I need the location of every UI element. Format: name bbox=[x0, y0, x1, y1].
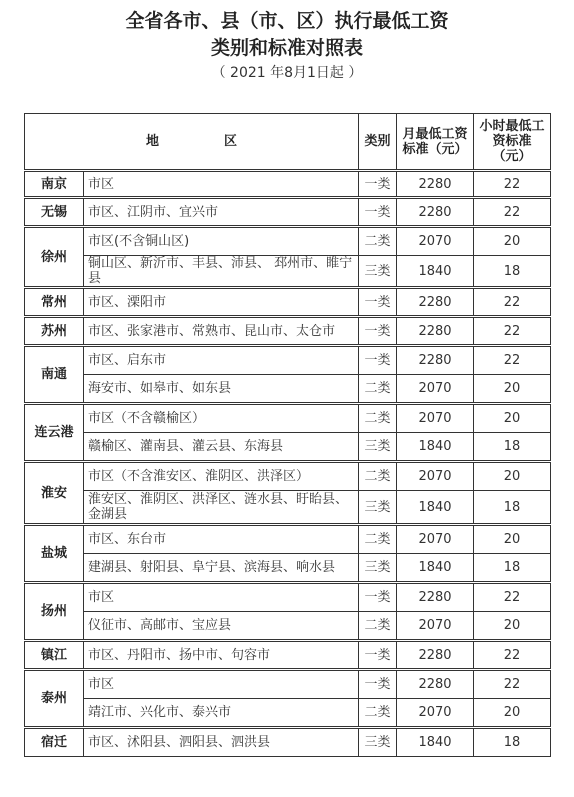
monthly-wage-cell: 1840 bbox=[397, 256, 474, 288]
area-cell: 市区、张家港市、常熟市、昆山市、太仓市 bbox=[84, 317, 359, 346]
category-cell: 三类 bbox=[359, 433, 397, 462]
hourly-wage-cell: 20 bbox=[474, 404, 551, 433]
hourly-wage-cell: 18 bbox=[474, 256, 551, 288]
category-cell: 二类 bbox=[359, 612, 397, 641]
monthly-wage-cell: 2280 bbox=[397, 346, 474, 375]
table-row bbox=[25, 256, 551, 288]
table-row bbox=[25, 583, 551, 612]
monthly-wage-cell: 2280 bbox=[397, 670, 474, 699]
hourly-wage-cell: 22 bbox=[474, 288, 551, 317]
area-cell: 海安市、如皋市、如东县 bbox=[84, 375, 359, 404]
city-cell: 宿迁 bbox=[25, 728, 84, 757]
monthly-wage-cell: 2070 bbox=[397, 404, 474, 433]
table-row bbox=[25, 612, 551, 641]
hourly-wage-cell: 20 bbox=[474, 462, 551, 491]
table-row bbox=[25, 198, 551, 227]
doc-date-line: （ 2021 年8月1日起 ） bbox=[211, 65, 363, 81]
header-hourly: 小时最低工资标准（元） bbox=[474, 114, 551, 171]
monthly-wage-cell: 2070 bbox=[397, 227, 474, 256]
city-cell: 常州 bbox=[25, 288, 84, 317]
area-cell: 市区、江阴市、宜兴市 bbox=[84, 198, 359, 227]
area-cell: 赣榆区、灌南县、灌云县、东海县 bbox=[84, 433, 359, 462]
hourly-wage-cell: 18 bbox=[474, 491, 551, 525]
hourly-wage-cell: 22 bbox=[474, 171, 551, 198]
category-cell: 一类 bbox=[359, 670, 397, 699]
monthly-wage-cell: 2280 bbox=[397, 171, 474, 198]
hourly-wage-cell: 22 bbox=[474, 583, 551, 612]
header-region: 地 区 bbox=[25, 114, 359, 171]
category-cell: 三类 bbox=[359, 554, 397, 583]
doc-title-line1: 全省各市、县（市、区）执行最低工资 bbox=[125, 10, 449, 32]
hourly-wage-cell: 22 bbox=[474, 670, 551, 699]
area-cell: 淮安区、淮阴区、洪泽区、涟水县、盱眙县、金湖县 bbox=[84, 491, 359, 525]
hourly-wage-cell: 18 bbox=[474, 554, 551, 583]
area-cell: 市区、丹阳市、扬中市、句容市 bbox=[84, 641, 359, 670]
city-cell: 扬州 bbox=[25, 583, 84, 641]
area-cell: 市区 bbox=[84, 670, 359, 699]
table-row bbox=[25, 227, 551, 256]
table-row bbox=[25, 525, 551, 554]
monthly-wage-cell: 1840 bbox=[397, 554, 474, 583]
category-cell: 二类 bbox=[359, 699, 397, 728]
hourly-wage-cell: 22 bbox=[474, 641, 551, 670]
table-row bbox=[25, 171, 551, 198]
hourly-wage-cell: 20 bbox=[474, 612, 551, 641]
monthly-wage-cell: 2070 bbox=[397, 525, 474, 554]
hourly-wage-cell: 20 bbox=[474, 227, 551, 256]
city-cell: 苏州 bbox=[25, 317, 84, 346]
city-cell: 徐州 bbox=[25, 227, 84, 288]
area-cell: 仪征市、高邮市、宝应县 bbox=[84, 612, 359, 641]
area-cell: 铜山区、新沂市、丰县、沛县、 邳州市、睢宁县 bbox=[84, 256, 359, 288]
category-cell: 一类 bbox=[359, 583, 397, 612]
category-cell: 二类 bbox=[359, 375, 397, 404]
monthly-wage-cell: 1840 bbox=[397, 491, 474, 525]
category-cell: 一类 bbox=[359, 317, 397, 346]
hourly-wage-cell: 18 bbox=[474, 433, 551, 462]
monthly-wage-cell: 2070 bbox=[397, 612, 474, 641]
city-cell: 无锡 bbox=[25, 198, 84, 227]
city-cell: 盐城 bbox=[25, 525, 84, 583]
monthly-wage-cell: 2280 bbox=[397, 198, 474, 227]
table-row bbox=[25, 288, 551, 317]
hourly-wage-cell: 20 bbox=[474, 699, 551, 728]
monthly-wage-cell: 2070 bbox=[397, 462, 474, 491]
category-cell: 一类 bbox=[359, 171, 397, 198]
category-cell: 一类 bbox=[359, 198, 397, 227]
area-cell: 市区(不含铜山区) bbox=[84, 227, 359, 256]
city-cell: 镇江 bbox=[25, 641, 84, 670]
area-cell: 市区 bbox=[84, 583, 359, 612]
hourly-wage-cell: 18 bbox=[474, 728, 551, 757]
hourly-wage-cell: 22 bbox=[474, 346, 551, 375]
table-row bbox=[25, 491, 551, 525]
city-cell: 连云港 bbox=[25, 404, 84, 462]
doc-title-line2: 类别和标准对照表 bbox=[210, 37, 363, 59]
category-cell: 三类 bbox=[359, 728, 397, 757]
area-cell: 建湖县、射阳县、阜宁县、滨海县、响水县 bbox=[84, 554, 359, 583]
hourly-wage-cell: 22 bbox=[474, 317, 551, 346]
monthly-wage-cell: 2280 bbox=[397, 641, 474, 670]
area-cell: 市区（不含淮安区、淮阴区、洪泽区） bbox=[84, 462, 359, 491]
table-row bbox=[25, 346, 551, 375]
monthly-wage-cell: 1840 bbox=[397, 433, 474, 462]
city-cell: 淮安 bbox=[25, 462, 84, 525]
area-cell: 市区、沭阳县、泗阳县、泗洪县 bbox=[84, 728, 359, 757]
category-cell: 二类 bbox=[359, 227, 397, 256]
table-row bbox=[25, 670, 551, 699]
monthly-wage-cell: 2280 bbox=[397, 583, 474, 612]
hourly-wage-cell: 20 bbox=[474, 525, 551, 554]
category-cell: 一类 bbox=[359, 288, 397, 317]
area-cell: 市区 bbox=[84, 171, 359, 198]
category-cell: 二类 bbox=[359, 462, 397, 491]
header-category: 类别 bbox=[359, 114, 397, 171]
category-cell: 二类 bbox=[359, 525, 397, 554]
table-row bbox=[25, 699, 551, 728]
city-cell: 南通 bbox=[25, 346, 84, 404]
area-cell: 市区、启东市 bbox=[84, 346, 359, 375]
city-cell: 南京 bbox=[25, 171, 84, 198]
table-row bbox=[25, 433, 551, 462]
table-row bbox=[25, 554, 551, 583]
category-cell: 三类 bbox=[359, 491, 397, 525]
table-row bbox=[25, 404, 551, 433]
table-row bbox=[25, 317, 551, 346]
category-cell: 一类 bbox=[359, 346, 397, 375]
monthly-wage-cell: 2280 bbox=[397, 288, 474, 317]
minimum-wage-table bbox=[24, 113, 551, 757]
table-body bbox=[25, 171, 551, 757]
area-cell: 市区、溧阳市 bbox=[84, 288, 359, 317]
table-row bbox=[25, 641, 551, 670]
hourly-wage-cell: 20 bbox=[474, 375, 551, 404]
header-monthly: 月最低工资标准（元） bbox=[397, 114, 474, 171]
hourly-wage-cell: 22 bbox=[474, 198, 551, 227]
area-cell: 市区、东台市 bbox=[84, 525, 359, 554]
area-cell: 市区（不含赣榆区） bbox=[84, 404, 359, 433]
monthly-wage-cell: 2280 bbox=[397, 317, 474, 346]
category-cell: 一类 bbox=[359, 641, 397, 670]
monthly-wage-cell: 2070 bbox=[397, 375, 474, 404]
city-cell: 泰州 bbox=[25, 670, 84, 728]
table-row bbox=[25, 462, 551, 491]
table-row bbox=[25, 728, 551, 757]
monthly-wage-cell: 2070 bbox=[397, 699, 474, 728]
monthly-wage-cell: 1840 bbox=[397, 728, 474, 757]
category-cell: 二类 bbox=[359, 404, 397, 433]
area-cell: 靖江市、兴化市、泰兴市 bbox=[84, 699, 359, 728]
table-row bbox=[25, 375, 551, 404]
category-cell: 三类 bbox=[359, 256, 397, 288]
